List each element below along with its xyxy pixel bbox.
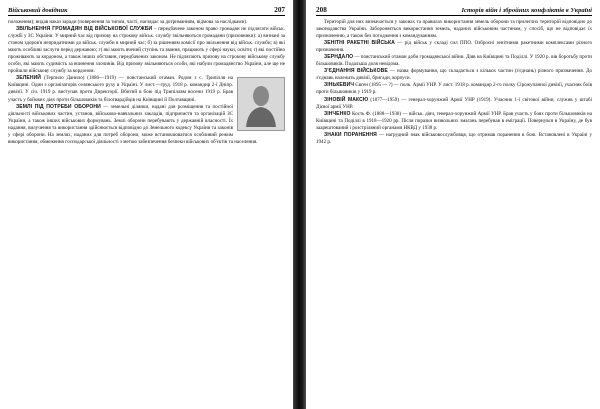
- entry-heading: ЗЕНІТНІ РАКЕТНІ ВІЙСЬКА: [324, 40, 395, 47]
- entry-heading: ЗНАКИ ПОРАНЕННЯ: [324, 131, 377, 138]
- entry-heading: ЗІНОВІЙ МАКСЮ: [324, 96, 369, 103]
- book-gutter: [294, 0, 306, 409]
- right-page: [306, 0, 600, 409]
- left-header-title: Військовий довідник: [8, 7, 68, 14]
- right-page-text: [316, 19, 592, 146]
- entry-zvilnennia: ЗВІЛЬНЕННЯ ГРОМАДЯН ВІД ВІЙСЬКОВОЇ СЛУЖБИ – передбачене законом право громадян не підлягати військ. службі у ЗС України. У мирний час від призову на строкову військ. службу звільняються громадяни (призовники): а) визнані за станом здоров'я непридатними до військ. служби в мирний час; б) за рішенням комісії про звільнення від військ. служби; в) які мають особливі заслуги перед державою; г) які мають вчений ступінь та звання, працюють у сфері науки, освіти; ґ) які постійно проживають за кордоном, а також інших обставин, передбачених законом. Не підлягають призову на строкову військову службу особи, які мають судимість за вчинення злочинів. Від призову звільняються особи, які набули громадянство України, але ще не пройшли військову службу за кордоном.: [8, 26, 285, 75]
- left-page-header: [8, 0, 285, 16]
- entry-zyednannia: З'ЄДНАННЯ ВІЙСЬКОВЕ — назва формування, що складається з кількох частин (з'єднань) різного призначення. До з'єднань належать дивізії, бригади, корпуси.: [316, 68, 592, 82]
- left-page-number: 207: [274, 6, 285, 14]
- entry-heading: ЗЕЛЕНИЙ: [16, 75, 42, 82]
- entry-heading: ЗІНЧЕНКО: [324, 110, 351, 117]
- entry-zinovii: ЗІНОВІЙ МАКСЮ (1877—1959) — генерал-хорунжий Армії УНР (1919). Учасник 1-ї світової війни, служив у штабі Дієвої армії УНР.: [316, 96, 592, 110]
- entry-zinkevych: ЗІНЬКЕВИЧ Євген (1895 — ?) — полк. Армії УНР. У лист. 1918 р. командир 2-го полку Сірожупанної дивізії, учасник боїв проти більшовиків у 1919 р.: [316, 82, 592, 96]
- entry-heading: ЗЕМЛІ ПІД ПОТРЕБИ ОБОРОНИ: [16, 103, 101, 110]
- left-page-text: [8, 19, 285, 146]
- entry-zerndalo: ЗЕРНДАЛО — повстанський отаман доби громадянської війни. Діяв на Київщині та Поділлі. У 1920 р. вів боротьбу проти більшовиків. Подальша доля невідома.: [316, 54, 592, 68]
- entry-zinchenko: ЗІНЧЕНКО Кость Ф. (1888—1938) — військ. діяч, генерал-хорунжий Армії УНР. Брав участь у боях проти більшовиків на Київщині та Поділлі в 1918—1920 рр. Після поразки визвольних змагань перебував в еміграції. Повернувся в Україну, де був заарештований і розстріляний органами НКВД у 1938 р.: [316, 110, 592, 131]
- portrait-photo: [237, 77, 285, 131]
- paragraph: положення); видав наказ заради (повернення за типом, часті, наглядає за дотриманням, відмова за наслідками).: [8, 19, 248, 25]
- entry-zemli: ЗЕМЛІ ПІД ПОТРЕБИ ОБОРОНИ — земельні ділянки, надані для розміщення та постійної діяльності військових частин, установ, військово-навчальних закладів, підприємств та організацій ЗС України, а також інших військових формувань. Землі оборони перебувають у державній власності. Їх надання, вилучення та використання здійснюється відповідно до Земельного кодексу України та законів у сфері оборони. На землях, наданих для потреб оборони, може встановлюватися особливий режим використання, обмеження господарської діяльності з метою забезпечення безпеки військових об'єктів та населення.: [8, 103, 258, 145]
- entry-heading: ЗВІЛЬНЕННЯ ГРОМАДЯН ВІД ВІЙСЬКОВОЇ СЛУЖБИ: [16, 26, 153, 33]
- entry-zenitni: ЗЕНІТНІ РАКЕТНІ ВІЙСЬКА — рід військ у складі сил ППО. Озброєні зенітними ракетними комплексами різного призначення.: [316, 40, 593, 54]
- right-page-number: 208: [316, 6, 327, 14]
- entry-znaky: ЗНАКИ ПОРАНЕННЯ — нагрудний знак військовослужбовця, що отримав поранення в бою. Встановлені в Україні у 1942 р.: [316, 131, 593, 145]
- right-page-header: [316, 0, 592, 16]
- right-header-title: Історія війн і збройних конфліктів в Україні: [461, 7, 592, 14]
- entry-zelenyi: ЗЕЛЕНИЙ (Терпило Данило) (1886—1919) — повстанський отаман. Родом з с. Трипілля на Київщині. Один з організаторів селянського руху в Україні. У лист.—груд. 1918 р. командир 2-ї Дніпр. дивізії. У січ. 1919 р. виступав проти Директорії. Вбитий в бою під Трипіллям восени 1919 р. Брав участь у бойових діях проти більшовиків та білогвардійців на Київщині й Полтавщині.: [8, 75, 285, 103]
- left-page: [0, 0, 294, 409]
- paragraph: Територій для них визначається у законах та правилах використання земель оборони та прилеглих територій відповідно до законодавства України. Забороняється використання земель, наданих військовим частинам, у спосіб, що не відповідає їх призначенню, а також без погодження з командуванням.: [316, 19, 592, 40]
- entry-heading: ЗЕРНДАЛО: [324, 54, 354, 61]
- entry-heading: ЗІНЬКЕВИЧ: [324, 82, 355, 89]
- entry-heading: З'ЄДНАННЯ ВІЙСЬКОВЕ: [324, 68, 388, 75]
